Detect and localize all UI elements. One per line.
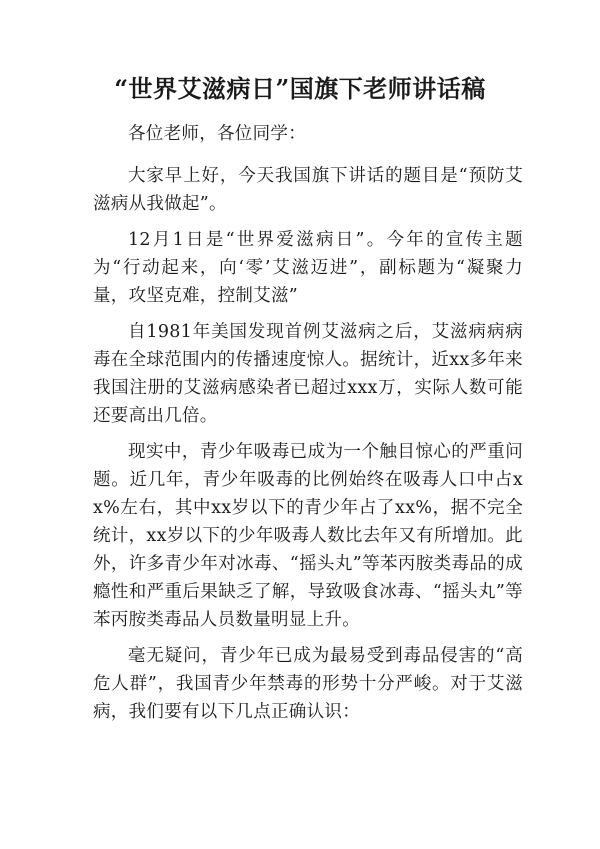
- high-risk-group-paragraph: 毫无疑问，青少年已成为最易受到毒品侵害的“高危人群”，我国青少年禁毒的形势十分严峻。对于艾滋病，我们要有以下几点正确认识：: [93, 646, 523, 722]
- salutation-paragraph: 各位老师，各位同学：: [128, 124, 306, 144]
- greeting-paragraph: 大家早上好，今天我国旗下讲话的题目是“预防艾滋病从我做起”。: [93, 166, 523, 214]
- document-title: “世界艾滋病日”国旗下老师讲话稿: [114, 74, 486, 103]
- aids-day-theme-paragraph: 12月1日是“世界爱滋病日”。今年的宣传主题为“行动起来，向‘零’艾滋迈进”，副标题为“凝聚力量，攻坚克难，控制艾滋”: [93, 230, 523, 306]
- youth-drug-problem-paragraph: 现实中，青少年吸毒已成为一个触目惊心的严重问题。近几年，青少年吸毒的比例始终在吸毒人口中占xx%左右，其中xx岁以下的青少年占了xx%，据不完全统计，xx岁以下的少年吸毒人数比去年又有所增加。此外，许多青少年对冰毒、“摇头丸”等苯丙胺类毒品的成瘾性和严重后果缺乏了解，导致吸食冰毒、“摇头丸”等苯丙胺类毒品人员数量明显上升。: [93, 442, 523, 630]
- document-body: [93, 120, 523, 734]
- aids-statistics-paragraph: 自1981年美国发现首例艾滋病之后，艾滋病病病毒在全球范围内的传播速度惊人。据统计，近xx多年来我国注册的艾滋病感染者已超过xxx万，实际人数可能还要高出几倍。: [93, 322, 523, 426]
